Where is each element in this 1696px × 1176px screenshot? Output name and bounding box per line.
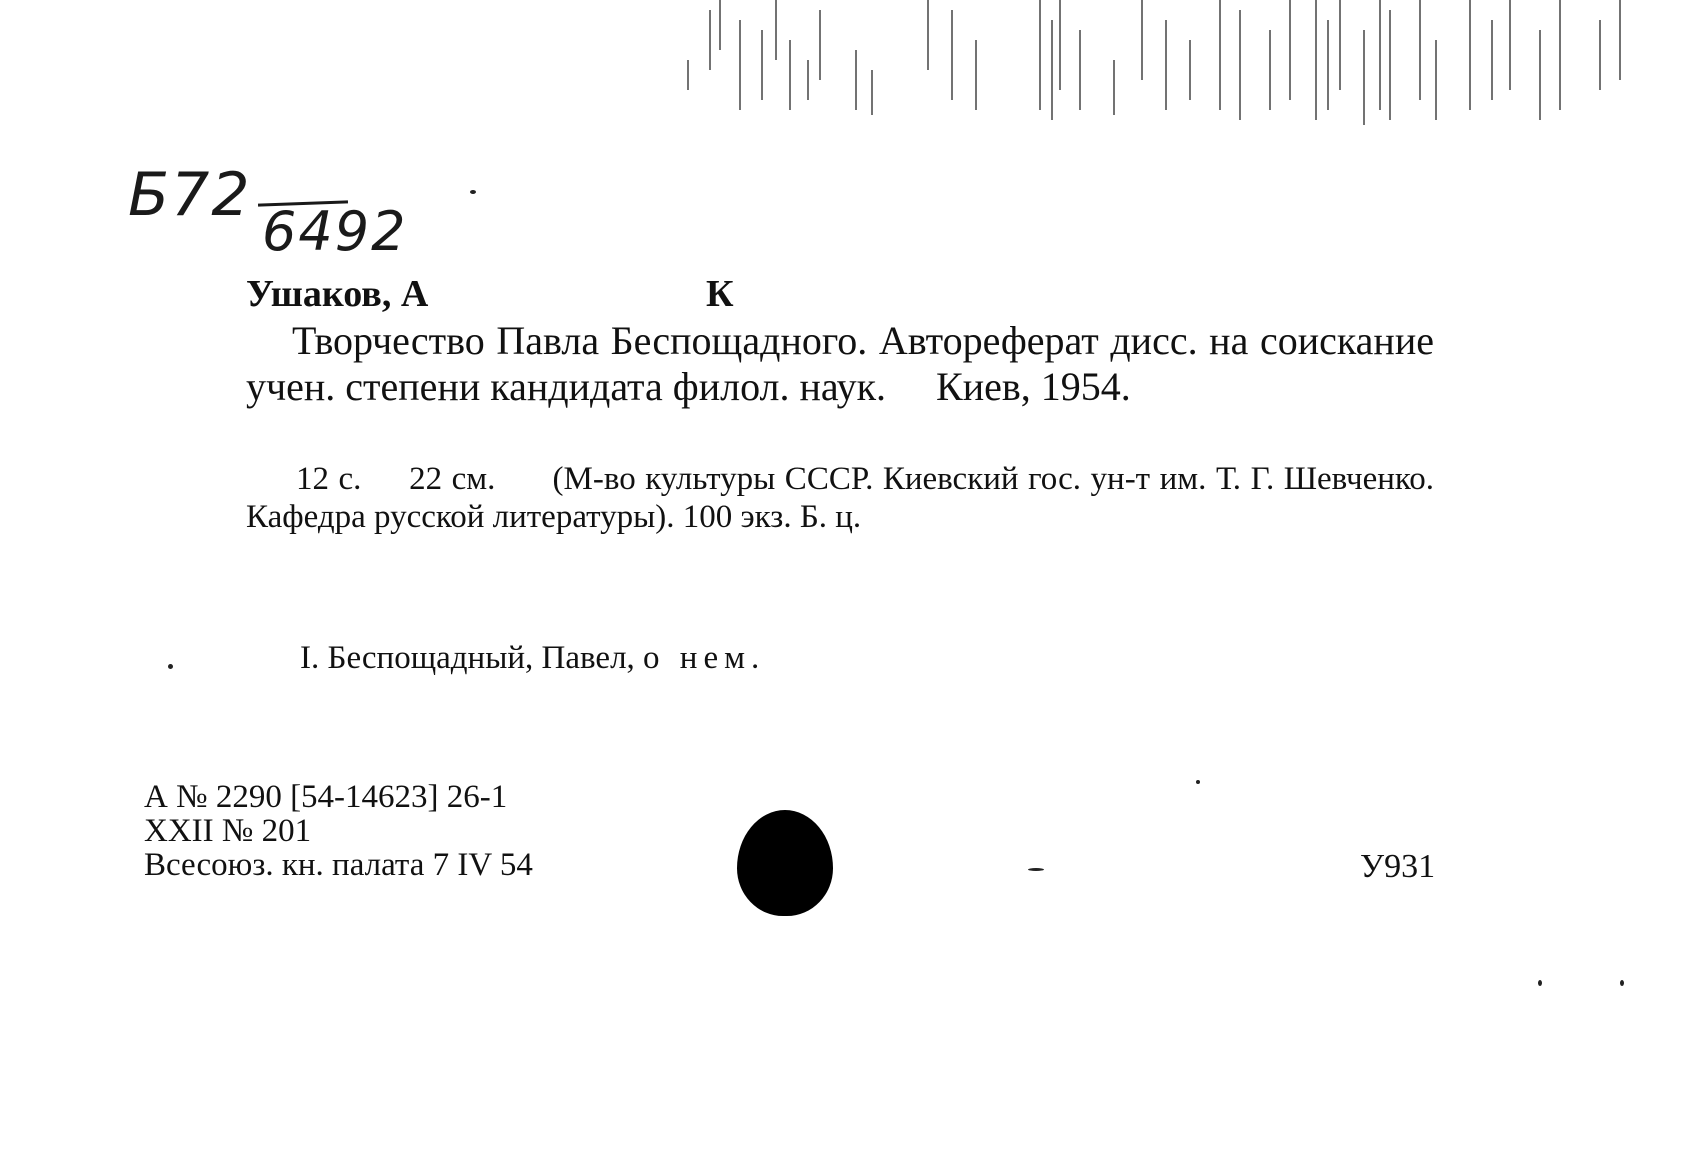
imprint-line-1: А № 2290 [54-14623] 26-1 xyxy=(144,779,508,815)
subject-name: I. Беспощадный, Павел, xyxy=(300,640,635,676)
collation-note: 12 с. 22 см. (М-во культуры СССР. Киевский гос. ун-т им. Т. Г. Шевченко. Кафедра русской литературы). 100 экз. Б. ц. xyxy=(246,461,1434,535)
author-heading xyxy=(246,272,734,316)
imprint-line-3: Всесоюз. кн. палата 7 IV 54 xyxy=(144,847,533,883)
scan-noise xyxy=(680,0,1660,130)
scan-speck xyxy=(1538,980,1542,986)
scan-speck xyxy=(470,190,476,194)
punch-hole xyxy=(737,810,833,916)
handwritten-class-mark: Б72 xyxy=(128,160,252,230)
scan-speck xyxy=(1028,868,1044,871)
author-second-initial: К xyxy=(706,273,734,315)
handwritten-accession-number: 6492 xyxy=(262,200,408,263)
title-description: Творчество Павла Беспощадного. Автореферат дисс. на соискание учен. степени кандидата филол. наук. Киев, 1954. xyxy=(246,318,1434,409)
subject-heading xyxy=(300,640,765,677)
scan-speck xyxy=(1620,980,1624,986)
scan-speck xyxy=(168,664,173,669)
imprint-line-2: XXII № 201 xyxy=(144,813,312,849)
author-surname: Ушаков, А xyxy=(246,273,429,315)
scan-speck xyxy=(1196,780,1200,784)
imprint-block xyxy=(144,780,533,882)
index-code: У931 xyxy=(1360,848,1436,885)
subject-qualifier: о нем. xyxy=(643,640,766,676)
